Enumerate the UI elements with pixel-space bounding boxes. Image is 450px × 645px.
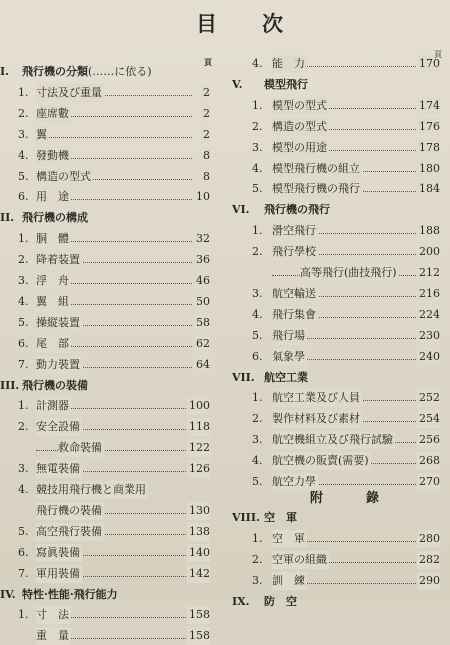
section-title-suffix: (……に依る)	[88, 65, 152, 78]
title-char-1: 目	[196, 11, 219, 36]
dot-leader	[36, 137, 192, 138]
toc-entry[interactable]	[230, 431, 448, 449]
entry-number: 7.	[18, 566, 29, 580]
entry-label: 動力裝置	[36, 356, 82, 374]
toc-entry[interactable]	[0, 168, 218, 186]
page-number: 138	[187, 523, 210, 541]
toc-entry[interactable]	[0, 126, 218, 144]
page-number: 158	[187, 627, 210, 645]
toc-entry[interactable]	[0, 502, 218, 520]
toc-entry[interactable]	[0, 606, 218, 624]
page-number: 280	[417, 530, 440, 548]
entry-label: 製作材料及び素材	[272, 410, 362, 428]
entry-label: 寸 法	[36, 606, 71, 624]
entry-number: 1.	[252, 391, 263, 405]
page-number: 224	[417, 306, 440, 324]
entry-number: 2.	[18, 420, 29, 434]
appendix-heading-char-1: 附	[310, 491, 326, 506]
page-number: 100	[187, 397, 210, 415]
page-number: 8	[201, 147, 210, 165]
page-number: 282	[417, 551, 440, 569]
entry-label: 降着装置	[36, 251, 82, 269]
entry-number: 6.	[18, 545, 29, 559]
section-numeral: VII.	[232, 370, 255, 384]
page-number: 2	[201, 105, 210, 123]
entry-label: 用 途	[36, 188, 71, 206]
entry-number: 5.	[18, 169, 29, 183]
page-number: 36	[194, 251, 210, 269]
entry-label: 構造の型式	[36, 168, 93, 186]
page-number: 174	[417, 97, 440, 115]
entry-label: 氣象學	[272, 348, 307, 366]
entry-label: 尾 部	[36, 335, 71, 353]
entry-number: 2.	[252, 412, 263, 426]
toc-entry[interactable]	[230, 389, 448, 407]
toc-entry[interactable]	[230, 306, 448, 324]
entry-label: 高空飛行裝備	[36, 523, 104, 541]
page-number: 240	[417, 348, 440, 366]
page-number: 212	[417, 264, 440, 282]
section-title-text: 特性·性能·飛行能力	[22, 587, 118, 601]
entry-number: 1.	[18, 232, 29, 246]
toc-entry[interactable]	[230, 530, 448, 548]
entry-number: 5.	[18, 315, 29, 329]
entry-label: 空軍の組織	[272, 551, 329, 569]
section-title	[22, 377, 88, 395]
toc-entry[interactable]	[230, 572, 448, 590]
toc-entry[interactable]	[230, 264, 448, 282]
section-numeral: V.	[232, 77, 243, 91]
section-title	[22, 586, 118, 604]
page-number: 252	[417, 389, 440, 407]
toc-entry[interactable]	[0, 147, 218, 165]
toc-entry[interactable]	[0, 460, 218, 478]
section-title-text: 飛行機の構成	[22, 211, 88, 225]
toc-entry[interactable]	[0, 481, 218, 499]
entry-number: 3.	[252, 433, 263, 447]
section-title-text: 飛行機の分類	[22, 65, 88, 78]
entry-label: 浮 舟	[36, 272, 71, 290]
toc-entry[interactable]	[230, 452, 448, 470]
page-column-mark: 頁	[434, 50, 442, 59]
entry-number: 2.	[252, 552, 263, 566]
entry-number: 2.	[252, 119, 263, 133]
toc-entry[interactable]	[0, 627, 218, 645]
entry-number: 2.	[18, 106, 29, 120]
toc-entry[interactable]	[230, 243, 448, 261]
entry-number: 1.	[252, 531, 263, 545]
page-number: 170	[417, 55, 440, 73]
entry-number: 3.	[252, 286, 263, 300]
entry-label: 模型飛行機の飛行	[272, 180, 362, 198]
entry-number: 4.	[18, 483, 29, 496]
entry-label: 胴 體	[36, 230, 71, 248]
section-title-text: 飛行機の裝備	[22, 378, 88, 392]
section-numeral: IX.	[232, 594, 250, 608]
toc-entry[interactable]	[0, 523, 218, 541]
entry-number: 6.	[18, 336, 29, 350]
section-title	[264, 509, 297, 527]
page-number: 46	[194, 272, 210, 290]
section-title-text: 空 軍	[264, 511, 297, 524]
page-number: 200	[417, 243, 440, 261]
section-heading[interactable]	[230, 509, 448, 527]
toc-entry[interactable]	[0, 84, 218, 102]
entry-number: 6.	[252, 349, 263, 363]
entry-label: 翼 組	[36, 293, 71, 311]
section-numeral: I.	[0, 65, 9, 78]
toc-entry[interactable]	[230, 327, 448, 345]
section-title	[22, 63, 152, 81]
page-number: 58	[194, 314, 210, 332]
toc-entry[interactable]	[0, 105, 218, 123]
toc-entry[interactable]	[230, 55, 448, 73]
entry-number: 5.	[18, 524, 29, 538]
section-numeral: II.	[0, 211, 15, 225]
appendix-heading-char-2: 錄	[366, 491, 382, 506]
toc-entry[interactable]	[0, 335, 218, 353]
section-heading[interactable]	[0, 57, 218, 81]
page-number: 188	[417, 222, 440, 240]
toc-entry[interactable]	[230, 285, 448, 303]
toc-entry[interactable]	[0, 251, 218, 269]
entry-label: 軍用裝備	[36, 565, 82, 583]
entry-label: 航空工業及び人員	[272, 389, 362, 407]
toc-entry[interactable]	[0, 188, 218, 206]
entry-label: 航空機の販賣(需要)	[272, 452, 371, 470]
entry-number: 1.	[18, 399, 29, 413]
toc-entry[interactable]	[230, 222, 448, 240]
toc-entry[interactable]	[0, 356, 218, 374]
page-number: 256	[417, 431, 440, 449]
entry-number: 4.	[252, 57, 263, 70]
page-number: 216	[417, 285, 440, 303]
page-number: 126	[187, 460, 210, 478]
page-column-mark: 頁	[204, 57, 212, 67]
page-number: 8	[201, 168, 210, 186]
entry-number: 5.	[252, 475, 263, 488]
section-heading[interactable]	[0, 586, 218, 604]
toc-entry[interactable]	[0, 565, 218, 583]
page-number: 176	[417, 118, 440, 136]
toc-entry[interactable]	[0, 544, 218, 562]
entry-label: 模型飛行機の組立	[272, 160, 362, 178]
section-numeral: VI.	[232, 203, 250, 217]
toc-entry[interactable]	[0, 439, 218, 457]
toc-entry[interactable]	[0, 272, 218, 290]
section-title-text: 飛行機の飛行	[264, 203, 330, 217]
entry-number: 3.	[252, 573, 263, 587]
entry-number: 5.	[252, 182, 263, 196]
entry-label: 發動機	[36, 147, 71, 165]
toc-entry[interactable]	[230, 139, 448, 157]
toc-entry[interactable]	[230, 180, 448, 198]
entry-label: 安全設備	[36, 418, 82, 436]
entry-label: 航空輸送	[272, 285, 318, 303]
section-title	[264, 201, 330, 219]
entry-label: 救命裝備	[58, 439, 104, 457]
page-number: 122	[187, 439, 210, 457]
toc-entry[interactable]	[0, 230, 218, 248]
page-number: 10	[194, 188, 210, 206]
entry-label: 訓 練	[272, 572, 307, 590]
entry-label: 重 量	[36, 627, 71, 645]
page-number: 158	[187, 606, 210, 624]
page-number: 142	[187, 565, 210, 583]
section-title-text: 防 空	[264, 594, 297, 608]
entry-number: 1.	[18, 608, 29, 622]
entry-number: 2.	[18, 253, 29, 267]
entry-label: 滑空飛行	[272, 222, 318, 240]
section-title-text: 模型飛行	[264, 77, 308, 91]
title-char-2: 次	[262, 11, 285, 36]
entry-number: 3.	[18, 127, 29, 141]
entry-label: 座席數	[36, 105, 71, 123]
entry-number: 4.	[252, 161, 263, 175]
page-number: 290	[417, 572, 440, 590]
page-number: 32	[194, 230, 210, 248]
page-number: 62	[194, 335, 210, 353]
section-title	[264, 369, 308, 387]
entry-label: 寸法及び重量	[36, 84, 104, 102]
entry-label: 飛行集會	[272, 306, 318, 324]
page-number: 2	[201, 126, 210, 144]
section-numeral: III.	[0, 378, 20, 392]
entry-number: 3.	[18, 462, 29, 476]
page-number: 178	[417, 139, 440, 157]
page-number: 268	[417, 452, 440, 470]
entry-label: 操縦装置	[36, 314, 82, 332]
entry-number: 5.	[252, 328, 263, 342]
section-heading[interactable]	[0, 377, 218, 395]
entry-number: 3.	[252, 140, 263, 154]
section-title	[264, 76, 308, 94]
entry-label: 計測器	[36, 397, 71, 415]
page-number: 184	[417, 180, 440, 198]
toc-entry[interactable]	[230, 551, 448, 569]
entry-label: 寫眞裝備	[36, 544, 82, 562]
entry-number: 6.	[18, 190, 29, 204]
toc-entry[interactable]	[0, 397, 218, 415]
section-title	[264, 593, 297, 611]
entry-label: 翼	[36, 126, 49, 144]
entry-label: 能 力	[272, 55, 307, 73]
entry-label: 航空機組立及び飛行試驗	[272, 431, 395, 449]
entry-number: 4.	[18, 148, 29, 162]
entry-number: 1.	[252, 98, 263, 112]
page-number: 118	[187, 418, 210, 436]
appendix-heading	[310, 487, 420, 506]
entry-label: 模型の型式	[272, 97, 329, 115]
toc-entry[interactable]	[230, 118, 448, 136]
toc-entry[interactable]	[230, 348, 448, 366]
section-heading[interactable]	[0, 209, 218, 227]
page-number: 180	[417, 160, 440, 178]
page-number: 50	[194, 293, 210, 311]
entry-number: 1.	[252, 224, 263, 238]
section-numeral: IV.	[0, 587, 16, 601]
entry-label: 模型の用途	[272, 139, 329, 157]
entry-number: 4.	[252, 454, 263, 468]
section-heading[interactable]	[230, 369, 448, 387]
section-numeral: VIII.	[232, 511, 260, 524]
toc-entry[interactable]	[230, 410, 448, 428]
entry-label: 飛行機の裝備	[36, 502, 104, 520]
entry-number: 1.	[18, 85, 29, 99]
toc-entry[interactable]	[0, 293, 218, 311]
entry-number: 7.	[18, 357, 29, 371]
page-number: 140	[187, 544, 210, 562]
page-number: 64	[194, 356, 210, 374]
toc-entry[interactable]	[0, 418, 218, 436]
entry-number: 4.	[252, 307, 263, 321]
section-heading[interactable]	[230, 593, 448, 611]
entry-number: 4.	[18, 294, 29, 308]
entry-label: 高等飛行(曲技飛行)	[300, 264, 399, 282]
section-title-text: 航空工業	[264, 370, 308, 384]
entry-label: 飛行場	[272, 327, 307, 345]
entry-number: 2.	[252, 245, 263, 259]
page-number: 2	[201, 84, 210, 102]
page-number: 130	[187, 502, 210, 520]
entry-number: 3.	[18, 274, 29, 287]
entry-label: 構造の型式	[272, 118, 329, 136]
entry-label: 競技用飛行機と商業用	[36, 481, 148, 499]
entry-label: 飛行學校	[272, 243, 318, 261]
toc-entry[interactable]	[230, 160, 448, 178]
section-heading[interactable]	[230, 201, 448, 219]
toc-entry[interactable]	[0, 314, 218, 332]
section-heading[interactable]	[230, 76, 448, 94]
section-title	[22, 209, 88, 227]
page-number: 230	[417, 327, 440, 345]
toc-entry[interactable]	[230, 97, 448, 115]
entry-label: 無電裝備	[36, 460, 82, 478]
page-number: 254	[417, 410, 440, 428]
entry-label: 航空力學	[272, 473, 318, 491]
page-number: 270	[417, 473, 440, 491]
entry-label: 空 軍	[272, 530, 307, 548]
